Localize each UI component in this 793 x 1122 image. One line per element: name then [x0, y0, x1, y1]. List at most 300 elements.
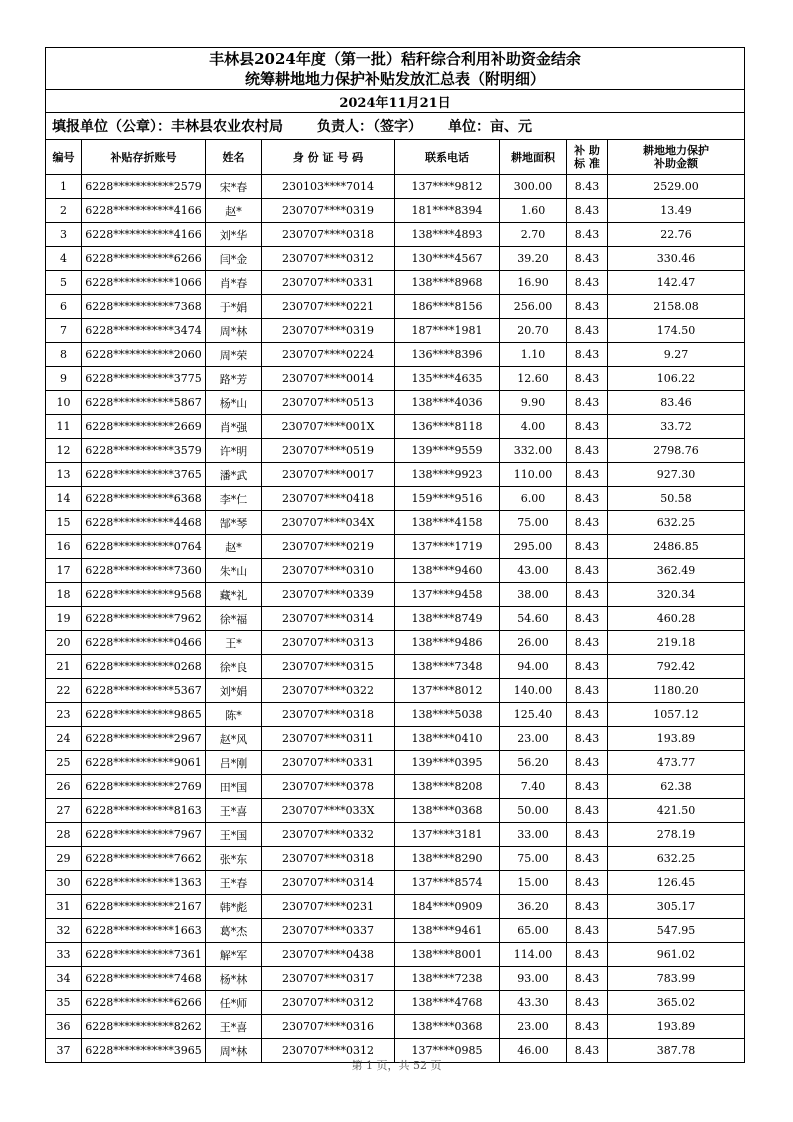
- reporting-unit: 填报单位（公章）：丰林县农业农村局: [52, 119, 283, 135]
- cell-area: 9.90: [500, 391, 567, 415]
- cell-amount: 362.49: [608, 559, 745, 583]
- cell-account: 6228***********6266: [82, 247, 206, 271]
- cell-amount: 2158.08: [608, 295, 745, 319]
- table-row: [46, 631, 745, 655]
- cell-no: 25: [46, 751, 82, 775]
- cell-phone: 138****0368: [395, 799, 500, 823]
- cell-std: 8.43: [567, 343, 608, 367]
- cell-id: 230707****0378: [262, 775, 395, 799]
- cell-id: 230707****0337: [262, 919, 395, 943]
- cell-amount: 1057.12: [608, 703, 745, 727]
- cell-no: 1: [46, 175, 82, 199]
- cell-std: 8.43: [567, 391, 608, 415]
- cell-no: 33: [46, 943, 82, 967]
- cell-area: 140.00: [500, 679, 567, 703]
- cell-account: 6228***********0466: [82, 631, 206, 655]
- table-row: [46, 655, 745, 679]
- cell-name: 许*明: [206, 439, 262, 463]
- cell-std: 8.43: [567, 727, 608, 751]
- cell-account: 6228***********9061: [82, 751, 206, 775]
- cell-account: 6228***********9568: [82, 583, 206, 607]
- cell-no: 26: [46, 775, 82, 799]
- cell-phone: 138****8749: [395, 607, 500, 631]
- cell-phone: 137****1719: [395, 535, 500, 559]
- table-row: [46, 967, 745, 991]
- table-row: [46, 919, 745, 943]
- cell-account: 6228***********1663: [82, 919, 206, 943]
- col-header-no: 编号: [46, 140, 82, 175]
- table-row: [46, 871, 745, 895]
- cell-id: 230707****0339: [262, 583, 395, 607]
- cell-id: 230707****0312: [262, 1039, 395, 1063]
- cell-name: 杨*山: [206, 391, 262, 415]
- cell-area: 15.00: [500, 871, 567, 895]
- cell-id: 230707****0316: [262, 1015, 395, 1039]
- cell-std: 8.43: [567, 751, 608, 775]
- cell-amount: 193.89: [608, 1015, 745, 1039]
- cell-no: 37: [46, 1039, 82, 1063]
- cell-std: 8.43: [567, 799, 608, 823]
- cell-account: 6228***********7962: [82, 607, 206, 631]
- cell-std: 8.43: [567, 631, 608, 655]
- cell-std: 8.43: [567, 847, 608, 871]
- cell-amount: 961.02: [608, 943, 745, 967]
- cell-name: 徐*福: [206, 607, 262, 631]
- cell-account: 6228***********2060: [82, 343, 206, 367]
- cell-phone: 138****0368: [395, 1015, 500, 1039]
- cell-id: 230707****034X: [262, 511, 395, 535]
- cell-name: 刘*华: [206, 223, 262, 247]
- table-row: [46, 175, 745, 199]
- cell-name: 王*喜: [206, 799, 262, 823]
- cell-amount: 387.78: [608, 1039, 745, 1063]
- cell-phone: 139****9559: [395, 439, 500, 463]
- page-title: [46, 48, 745, 90]
- cell-area: 94.00: [500, 655, 567, 679]
- cell-phone: 138****9486: [395, 631, 500, 655]
- cell-no: 8: [46, 343, 82, 367]
- cell-area: 50.00: [500, 799, 567, 823]
- cell-id: 230707****0314: [262, 871, 395, 895]
- cell-account: 6228***********3765: [82, 463, 206, 487]
- cell-no: 22: [46, 679, 82, 703]
- cell-std: 8.43: [567, 919, 608, 943]
- cell-area: 12.60: [500, 367, 567, 391]
- cell-account: 6228***********1363: [82, 871, 206, 895]
- table-row: [46, 535, 745, 559]
- cell-name: 刘*娟: [206, 679, 262, 703]
- cell-phone: 187****1981: [395, 319, 500, 343]
- cell-std: 8.43: [567, 319, 608, 343]
- cell-name: 周*林: [206, 1039, 262, 1063]
- cell-account: 6228***********7967: [82, 823, 206, 847]
- table-row: [46, 679, 745, 703]
- cell-area: 20.70: [500, 319, 567, 343]
- cell-no: 19: [46, 607, 82, 631]
- cell-area: 1.60: [500, 199, 567, 223]
- cell-account: 6228***********0764: [82, 535, 206, 559]
- cell-name: 于*娟: [206, 295, 262, 319]
- cell-amount: 365.02: [608, 991, 745, 1015]
- cell-amount: 83.46: [608, 391, 745, 415]
- cell-amount: 22.76: [608, 223, 745, 247]
- cell-name: 藏*礼: [206, 583, 262, 607]
- table-row: [46, 727, 745, 751]
- cell-id: 230707****0331: [262, 751, 395, 775]
- cell-name: 周*林: [206, 319, 262, 343]
- cell-phone: 138****5038: [395, 703, 500, 727]
- cell-amount: 33.72: [608, 415, 745, 439]
- cell-id: 230707****0313: [262, 631, 395, 655]
- table-row: [46, 343, 745, 367]
- cell-no: 7: [46, 319, 82, 343]
- cell-name: 任*师: [206, 991, 262, 1015]
- cell-id: 230707****0312: [262, 247, 395, 271]
- cell-name: 王*春: [206, 871, 262, 895]
- subsidy-table: [45, 47, 745, 1063]
- cell-std: 8.43: [567, 871, 608, 895]
- cell-amount: 320.34: [608, 583, 745, 607]
- cell-amount: 460.28: [608, 607, 745, 631]
- cell-no: 6: [46, 295, 82, 319]
- cell-account: 6228***********3775: [82, 367, 206, 391]
- cell-amount: 2486.85: [608, 535, 745, 559]
- table-row: [46, 319, 745, 343]
- col-header-standard: 补 助 标 准: [567, 140, 608, 175]
- table-row: [46, 1039, 745, 1063]
- cell-id: 230707****0219: [262, 535, 395, 559]
- table-row: [46, 439, 745, 463]
- cell-account: 6228***********1066: [82, 271, 206, 295]
- cell-area: 300.00: [500, 175, 567, 199]
- cell-name: 肖*春: [206, 271, 262, 295]
- col-header-name: 姓名: [206, 140, 262, 175]
- cell-std: 8.43: [567, 703, 608, 727]
- cell-std: 8.43: [567, 367, 608, 391]
- cell-std: 8.43: [567, 223, 608, 247]
- table-row: [46, 511, 745, 535]
- cell-area: 33.00: [500, 823, 567, 847]
- cell-area: 65.00: [500, 919, 567, 943]
- cell-phone: 138****8290: [395, 847, 500, 871]
- table-row: [46, 487, 745, 511]
- cell-no: 13: [46, 463, 82, 487]
- cell-std: 8.43: [567, 775, 608, 799]
- cell-amount: 473.77: [608, 751, 745, 775]
- table-row: [46, 415, 745, 439]
- cell-id: 230707****0221: [262, 295, 395, 319]
- table-row: [46, 799, 745, 823]
- cell-id: 230707****0312: [262, 991, 395, 1015]
- cell-amount: 2798.76: [608, 439, 745, 463]
- cell-phone: 137****9812: [395, 175, 500, 199]
- cell-account: 6228***********9865: [82, 703, 206, 727]
- cell-account: 6228***********2579: [82, 175, 206, 199]
- col-header-phone: 联系电话: [395, 140, 500, 175]
- cell-amount: 126.45: [608, 871, 745, 895]
- cell-id: 230707****0438: [262, 943, 395, 967]
- cell-area: 16.90: [500, 271, 567, 295]
- cell-account: 6228***********3579: [82, 439, 206, 463]
- cell-name: 徐*良: [206, 655, 262, 679]
- cell-name: 解*军: [206, 943, 262, 967]
- cell-id: 230707****0519: [262, 439, 395, 463]
- cell-std: 8.43: [567, 175, 608, 199]
- cell-account: 6228***********2769: [82, 775, 206, 799]
- report-date: 2024年11月21日: [46, 90, 745, 113]
- cell-name: 李*仁: [206, 487, 262, 511]
- cell-area: 56.20: [500, 751, 567, 775]
- cell-name: 韩*彪: [206, 895, 262, 919]
- cell-area: 256.00: [500, 295, 567, 319]
- cell-name: 赵*: [206, 535, 262, 559]
- cell-account: 6228***********6368: [82, 487, 206, 511]
- cell-amount: 783.99: [608, 967, 745, 991]
- cell-id: 230707****0319: [262, 319, 395, 343]
- cell-std: 8.43: [567, 1039, 608, 1063]
- cell-name: 赵*: [206, 199, 262, 223]
- cell-no: 21: [46, 655, 82, 679]
- cell-id: 230707****033X: [262, 799, 395, 823]
- cell-account: 6228***********7468: [82, 967, 206, 991]
- table-row: [46, 199, 745, 223]
- cell-amount: 62.38: [608, 775, 745, 799]
- cell-name: 王*喜: [206, 1015, 262, 1039]
- table-row: [46, 1015, 745, 1039]
- cell-name: 王*: [206, 631, 262, 655]
- cell-no: 31: [46, 895, 82, 919]
- cell-phone: 138****4768: [395, 991, 500, 1015]
- cell-area: 39.20: [500, 247, 567, 271]
- cell-account: 6228***********5367: [82, 679, 206, 703]
- title-line-1: 丰林县2024年度（第一批）秸秆综合利用补助资金结余: [209, 49, 581, 68]
- table-row: [46, 559, 745, 583]
- cell-name: 肖*强: [206, 415, 262, 439]
- cell-no: 36: [46, 1015, 82, 1039]
- cell-phone: 138****8968: [395, 271, 500, 295]
- cell-account: 6228***********2167: [82, 895, 206, 919]
- cell-id: 230707****0332: [262, 823, 395, 847]
- cell-phone: 138****0410: [395, 727, 500, 751]
- cell-std: 8.43: [567, 895, 608, 919]
- cell-id: 230707****0318: [262, 223, 395, 247]
- cell-account: 6228***********2669: [82, 415, 206, 439]
- cell-name: 杨*林: [206, 967, 262, 991]
- cell-name: 闫*金: [206, 247, 262, 271]
- cell-amount: 219.18: [608, 631, 745, 655]
- cell-amount: 50.58: [608, 487, 745, 511]
- cell-account: 6228***********8262: [82, 1015, 206, 1039]
- cell-area: 43.30: [500, 991, 567, 1015]
- cell-std: 8.43: [567, 1015, 608, 1039]
- cell-area: 36.20: [500, 895, 567, 919]
- cell-account: 6228***********3474: [82, 319, 206, 343]
- cell-id: 230707****0231: [262, 895, 395, 919]
- cell-no: 12: [46, 439, 82, 463]
- cell-amount: 278.19: [608, 823, 745, 847]
- table-row: [46, 463, 745, 487]
- cell-phone: 184****0909: [395, 895, 500, 919]
- cell-std: 8.43: [567, 655, 608, 679]
- cell-std: 8.43: [567, 199, 608, 223]
- cell-no: 17: [46, 559, 82, 583]
- cell-amount: 106.22: [608, 367, 745, 391]
- cell-amount: 330.46: [608, 247, 745, 271]
- cell-area: 23.00: [500, 1015, 567, 1039]
- table-row: [46, 247, 745, 271]
- cell-no: 11: [46, 415, 82, 439]
- cell-amount: 305.17: [608, 895, 745, 919]
- cell-name: 田*国: [206, 775, 262, 799]
- col-header-account: 补贴存折账号: [82, 140, 206, 175]
- table-row: [46, 271, 745, 295]
- cell-std: 8.43: [567, 535, 608, 559]
- cell-id: 230707****0322: [262, 679, 395, 703]
- cell-area: 93.00: [500, 967, 567, 991]
- cell-id: 230707****0513: [262, 391, 395, 415]
- cell-std: 8.43: [567, 415, 608, 439]
- cell-id: 230707****0014: [262, 367, 395, 391]
- cell-area: 1.10: [500, 343, 567, 367]
- cell-std: 8.43: [567, 583, 608, 607]
- cell-phone: 137****8012: [395, 679, 500, 703]
- title-line-2: 统筹耕地地力保护补贴发放汇总表（附明细）: [245, 69, 546, 88]
- cell-phone: 138****7238: [395, 967, 500, 991]
- page-footer: 第 1 页，共 52 页: [351, 1059, 442, 1072]
- cell-amount: 792.42: [608, 655, 745, 679]
- units-label: 单位：亩、元: [448, 119, 532, 135]
- report-info: [46, 113, 745, 140]
- cell-account: 6228***********8163: [82, 799, 206, 823]
- cell-account: 6228***********0268: [82, 655, 206, 679]
- table-row: [46, 703, 745, 727]
- cell-std: 8.43: [567, 271, 608, 295]
- cell-no: 32: [46, 919, 82, 943]
- cell-phone: 137****3181: [395, 823, 500, 847]
- cell-account: 6228***********7361: [82, 943, 206, 967]
- cell-std: 8.43: [567, 823, 608, 847]
- table-row: [46, 823, 745, 847]
- cell-name: 吕*刚: [206, 751, 262, 775]
- cell-name: 路*芳: [206, 367, 262, 391]
- cell-no: 35: [46, 991, 82, 1015]
- cell-phone: 138****4893: [395, 223, 500, 247]
- table-row: [46, 223, 745, 247]
- cell-id: 230707****001X: [262, 415, 395, 439]
- cell-amount: 142.47: [608, 271, 745, 295]
- cell-name: 周*荣: [206, 343, 262, 367]
- cell-amount: 547.95: [608, 919, 745, 943]
- cell-amount: 2529.00: [608, 175, 745, 199]
- table-row: [46, 295, 745, 319]
- cell-amount: 927.30: [608, 463, 745, 487]
- cell-phone: 138****8001: [395, 943, 500, 967]
- table-row: [46, 991, 745, 1015]
- cell-area: 46.00: [500, 1039, 567, 1063]
- cell-account: 6228***********3965: [82, 1039, 206, 1063]
- cell-area: 2.70: [500, 223, 567, 247]
- cell-area: 332.00: [500, 439, 567, 463]
- cell-no: 16: [46, 535, 82, 559]
- col-header-amount: 耕地地力保护 补助金额: [608, 140, 745, 175]
- cell-std: 8.43: [567, 679, 608, 703]
- cell-no: 27: [46, 799, 82, 823]
- cell-account: 6228***********4166: [82, 199, 206, 223]
- table-body: [46, 175, 745, 1063]
- cell-id: 230707****0310: [262, 559, 395, 583]
- cell-amount: 1180.20: [608, 679, 745, 703]
- cell-phone: 136****8396: [395, 343, 500, 367]
- cell-amount: 193.89: [608, 727, 745, 751]
- cell-name: 朱*山: [206, 559, 262, 583]
- cell-std: 8.43: [567, 559, 608, 583]
- cell-no: 5: [46, 271, 82, 295]
- cell-std: 8.43: [567, 943, 608, 967]
- table-row: [46, 751, 745, 775]
- cell-name: 郜*琴: [206, 511, 262, 535]
- cell-id: 230707****0311: [262, 727, 395, 751]
- cell-id: 230707****0319: [262, 199, 395, 223]
- cell-area: 295.00: [500, 535, 567, 559]
- table-row: [46, 367, 745, 391]
- cell-phone: 136****8118: [395, 415, 500, 439]
- col-header-area: 耕地面积: [500, 140, 567, 175]
- table-row: [46, 943, 745, 967]
- cell-phone: 135****4635: [395, 367, 500, 391]
- cell-std: 8.43: [567, 607, 608, 631]
- cell-no: 29: [46, 847, 82, 871]
- cell-no: 24: [46, 727, 82, 751]
- cell-no: 34: [46, 967, 82, 991]
- cell-area: 43.00: [500, 559, 567, 583]
- cell-name: 张*东: [206, 847, 262, 871]
- cell-std: 8.43: [567, 463, 608, 487]
- cell-name: 潘*武: [206, 463, 262, 487]
- table-row: [46, 775, 745, 799]
- cell-area: 75.00: [500, 511, 567, 535]
- cell-account: 6228***********4468: [82, 511, 206, 535]
- cell-area: 7.40: [500, 775, 567, 799]
- cell-area: 125.40: [500, 703, 567, 727]
- cell-no: 4: [46, 247, 82, 271]
- cell-no: 18: [46, 583, 82, 607]
- cell-account: 6228***********7662: [82, 847, 206, 871]
- cell-no: 3: [46, 223, 82, 247]
- cell-phone: 137****8574: [395, 871, 500, 895]
- cell-area: 26.00: [500, 631, 567, 655]
- cell-std: 8.43: [567, 511, 608, 535]
- cell-id: 230707****0318: [262, 703, 395, 727]
- col-header-id: 身 份 证 号 码: [262, 140, 395, 175]
- cell-no: 10: [46, 391, 82, 415]
- table-row: [46, 895, 745, 919]
- cell-account: 6228***********6266: [82, 991, 206, 1015]
- cell-area: 110.00: [500, 463, 567, 487]
- cell-amount: 174.50: [608, 319, 745, 343]
- subsidy-summary-sheet: [45, 47, 744, 1063]
- cell-amount: 9.27: [608, 343, 745, 367]
- table-row: [46, 847, 745, 871]
- cell-id: 230707****0317: [262, 967, 395, 991]
- cell-phone: 138****4158: [395, 511, 500, 535]
- cell-amount: 421.50: [608, 799, 745, 823]
- cell-id: 230707****0418: [262, 487, 395, 511]
- cell-phone: 137****0985: [395, 1039, 500, 1063]
- cell-phone: 138****9460: [395, 559, 500, 583]
- cell-std: 8.43: [567, 247, 608, 271]
- cell-phone: 181****8394: [395, 199, 500, 223]
- cell-name: 王*国: [206, 823, 262, 847]
